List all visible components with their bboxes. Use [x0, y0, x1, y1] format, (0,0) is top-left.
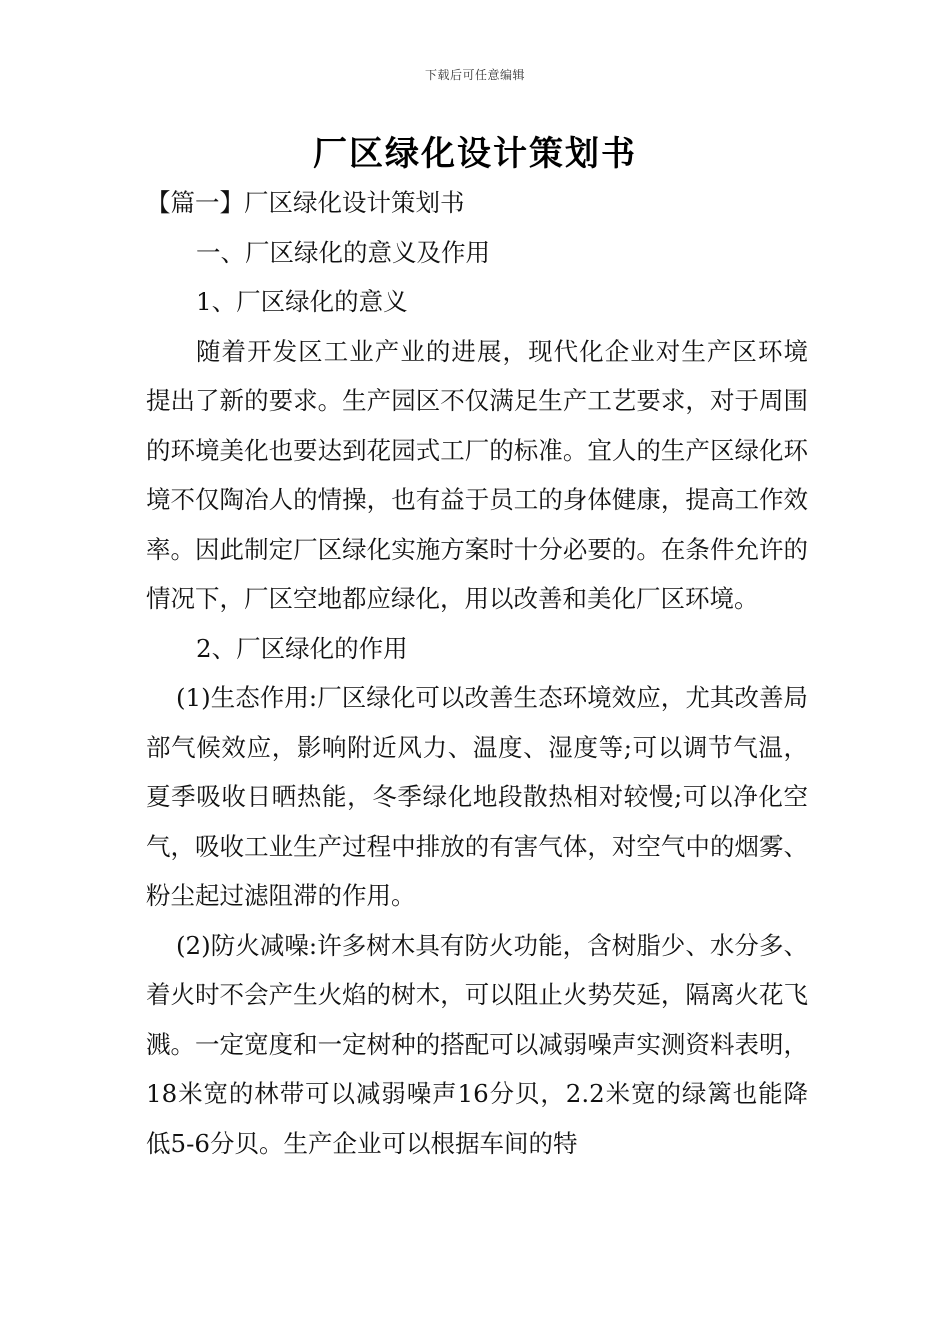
heading-function: 2、厂区绿化的作用 — [196, 633, 408, 663]
paragraph-fire-noise: (2)防火减噪:许多树木具有防火功能，含树脂少、水分多、着火时不会产生火焰的树木，可以阻止火势芡延，隔离火花飞溅。一定宽度和一定树种的搭配可以减弱噪声实测资料表明，18米宽的林带可以减弱噪声16分贝，2.2米宽的绿篱也能降低5-6分贝。生产企业可以根据车间的特 — [146, 930, 808, 1158]
header-note: 下载后可任意编辑 — [424, 68, 525, 82]
heading-level-1: 一、厂区绿化的意义及作用 — [196, 237, 490, 267]
heading-significance: 1、厂区绿化的意义 — [196, 287, 408, 316]
document-body — [146, 178, 808, 1168]
document-title: 厂区绿化设计策划书 — [313, 134, 637, 174]
paragraph-significance: 随着开发区工业产业的进展，现代化企业对生产区环境提出了新的要求。生产园区不仅满足生产工艺要求，对于周围的环境美化也要达到花园式工厂的标准。宜人的生产区绿化环境不仅陶冶人的情操，也有益于员工的身体健康，提高工作效率。因此制定厂区绿化实施方案时十分必要的。在条件允许的情况下，厂区空地都应绿化，用以改善和美化厂区环境。 — [146, 336, 808, 613]
section-heading: 【篇一】厂区绿化设计策划书 — [146, 188, 465, 217]
paragraph-ecology: (1)生态作用:厂区绿化可以改善生态环境效应，尤其改善局部气候效应，影响附近风力、温度、湿度等;可以调节气温，夏季吸收日晒热能，冬季绿化地段散热相对较慢;可以净化空气，吸收工业生产过程中排放的有害气体，对空气中的烟雾、粉尘起过滤阻滞的作用。 — [146, 683, 808, 910]
